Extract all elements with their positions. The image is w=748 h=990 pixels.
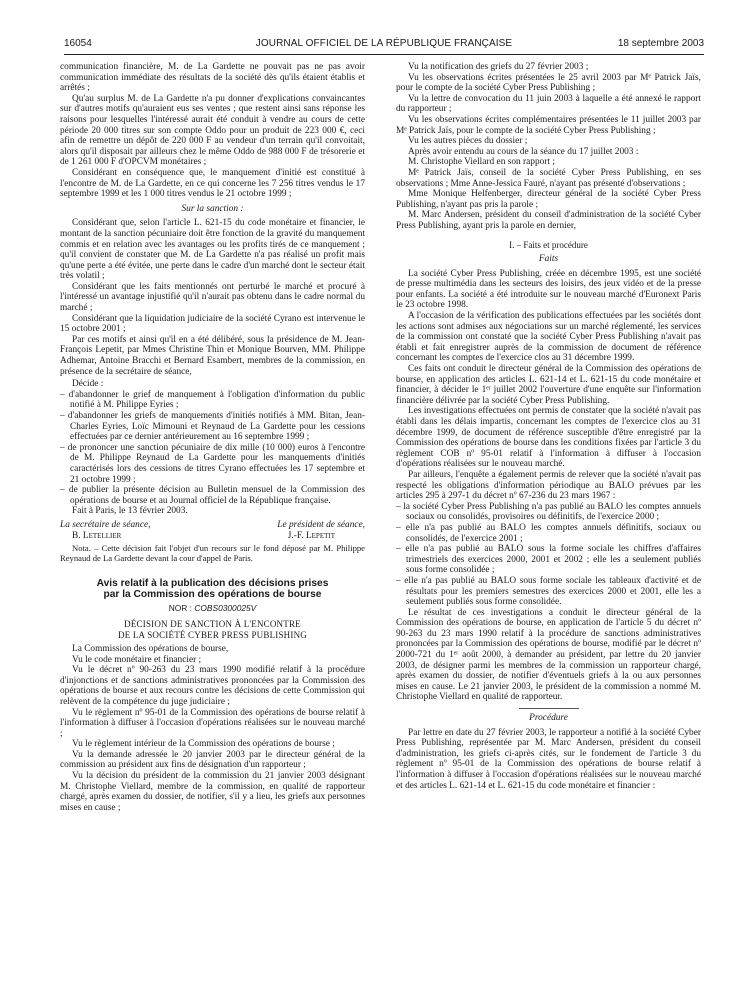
section-heading-sanction: Sur la sanction : [181,203,244,214]
page-number: 16054 [64,38,92,49]
visa: Vu les autres pièces du dossier ; [408,136,528,147]
paragraph: Par ailleurs, l'enquête a également permis de relever que la société n'avait pas respecté les obligations d'information périodique au BALO prévues par les articles 295 à 297-1 du décret nº 67-236 du 23 mars 1967 : [396,469,701,502]
visa: Vu le règlement intérieur de la Commission des opérations de bourse ; [72,739,335,750]
paragraph: Le résultat de ces investigations a conduit le directeur général de la Commission des opérations de bourse, en application de l'article 5 du décret nº 90-263 du 23 mars 1990 relatif à la procédure de sanctions administratives prononcées par la Commission des opérations de bourse, modifié par le décret nº 2000-721 du 1ᵉʳ août 2000, à demander au président, par lettre du 20 janvier 2003, de désigner parmi les membres de la commission un rapporteur chargé, après examen du dossier, de notifier d'éventuels griefs à la ou aux personnes mises en cause. Le 21 janvier 2003, le président de la commission a nommé M. Christophe Viellard en qualité de rapporteur. [396,607,701,703]
paragraph: communication financière, M. de La Gardette ne pouvait pas ne pas avoir communication immédiate des résultats de la société dès qu'ils étaient établis et arrêtés ; [60,62,365,94]
subsection-heading-procedure: Procédure [529,713,568,724]
section-heading-faits-procedure: I. – Faits et procédure [509,239,588,250]
visa: Vu les observations écrites présentées le 25 avril 2003 par Mᵉ Patrick Jaïs, pour le compte de la société Cyber Press Publishing ; [396,72,701,94]
journal-title: JOURNAL OFFICIEL DE LA RÉPUBLIQUE FRANÇAISE [255,38,513,49]
paragraph: Par lettre en date du 27 février 2003, le rapporteur a notifié à la société Cyber Press Publishing, représentée par M. Marc Andersen, président du conseil d'administration, les griefs ci-après cités, sur le fondement de l'article 3 du règlement nº 95-01 de la Commission des opérations de bourse relatif à l'information à diffuser à l'occasion d'opérations réalisées sur le nouveau marché et des articles L. 621-14 et L. 621-15 du code monétaire et financier : [396,727,701,791]
hearing-item: Mᵉ Patrick Jaïs, conseil de la société Cyber Press Publishing, en ses observations ; Mme Anne-Jessica Fauré, n'ayant pas présenté d'observations ; [396,167,701,189]
paragraph: Considérant que les faits mentionnés ont perturbé le marché et procuré à l'intéressé un avantage injustifié qu'il n'aurait pas obtenu dans le cadre normal du marché ; [60,281,365,314]
nor-label: NOR : [168,602,195,613]
balo-item: – elle n'a pas publié au BALO les comptes annuels définitifs, sociaux ou consolidés, de l'exercice 2001 ; [396,522,701,544]
visa: Vu la notification des griefs du 27 février 2003 ; [408,62,589,72]
avis-title-line1: Avis relatif à la publication des décisions prises [96,577,329,589]
nota: Nota. – Cette décision fait l'objet d'un recours sur le fond déposé par M. Philippe Reynaud de La Gardette devant la cour d'appel de Paris. [60,543,365,563]
decision-item: – de publier la présente décision au Bulletin mensuel de la Commission des opérations de bourse et au Journal officiel de la République française. [60,485,365,506]
paragraph: La société Cyber Press Publishing, créée en décembre 1995, est une société de presse multimédia dans les secteurs des loisirs, des jeux vidéo et de la presse pour enfants. La société a été introduite sur le nouveau marché d'Euronext Paris le 23 octobre 1998. [396,268,701,311]
visa: Vu le code monétaire et financier ; [72,654,202,665]
avis-title-line2: par la Commission des opérations de bourse [103,589,322,601]
hearing-intro: Après avoir entendu au cours de la séance du 17 juillet 2003 : [408,146,639,157]
hearing-item: Mme Monique Helfenberger, directeur général de la société Cyber Press Publishing, n'ayant pas pris la parole ; [396,189,701,210]
balo-list [396,502,701,608]
president-title: Le président de séance, [277,519,365,530]
paragraph: A l'occasion de la vérification des publications effectuées par les sociétés dont les actions sont admises aux négociations sur un marché réglementé, les services de la commission ont constaté que la société Cyber Press Publishing n'avait pas établi et fait enregistrer auprès de la commission de document de référence concernant les comptes de l'exercice clos au 31 décembre 1999. [396,311,701,364]
decide-heading: Décide : [72,379,104,390]
signature-names [60,531,365,542]
paragraph: Ces faits ont conduit le directeur général de la Commission des opérations de bourse, en application des articles L. 621-14 et L. 621-15 du code monétaire et financier, à décider le 1ᵉʳ juillet 2002 l'ouverture d'une enquête sur l'information financière délivrée par la société Cyber Press Publishing. [396,364,701,406]
balo-item: – elle n'a pas publié au BALO sous forme sociale les tableaux d'activité et de résultats pour les premiers semestres des exercices 2000 et 2001, elle les a seulement publiés sous forme consolidée. [396,575,701,608]
visa: Vu la demande adressée le 20 janvier 2003 par le directeur général de la commission au président aux fins de désignation d'un rapporteur ; [60,749,365,771]
paragraph: Considérant en conséquence que, le manquement d'initié est constitué à l'encontre de M. de La Gardette, en ce qui concerne les 7 256 titres vendus le 17 septembre 1999 et les 1 000 titres vendus le 21 octobre 1999 ; [60,167,365,200]
hearing-item: M. Christophe Viellard en son rapport ; [408,157,555,168]
visa: Vu la décision du président de la commission du 21 janvier 2003 désignant M. Christophe Viellard, membre de la commission, en qualité de rapporteur chargé, après examen du dossier, de notifier, s'il y a lieu, les griefs aux personnes mises en cause ; [60,771,365,813]
signature-titles [60,520,365,531]
visa: Vu la lettre de convocation du 11 juin 2003 à laquelle a été annexé le rapport du rapporteur ; [396,93,701,115]
nor-code: COBS0300025V [194,602,257,613]
visa: Vu le décret nº 90-263 du 23 mars 1990 modifié relatif à la procédure d'injonctions et de sanctions administratives prononcées par la Commission des opérations de bourse et aux recours contre les décisions de cette Commission qui relèvent de la compétence du juge judiciaire ; [60,665,365,707]
balo-item: – elle n'a pas publié au BALO sous la forme sociale les chiffres d'affaires trimestriels des exercices 2000, 2001 et 2002 ; elle les a seulement publiés sous forme consolidée ; [396,544,701,576]
page-header [64,38,704,52]
decision-item: – de prononcer une sanction pécuniaire de dix mille (10 000) euros à l'encontre de M. Philippe Reynaud de La Gardette pour les manquements d'initiés caractérisés lors des cessions de titres Cyrano effectuées les 17 septembre et 21 octobre 1999 ; [60,442,365,485]
subsection-heading-faits: Faits [538,254,559,265]
header-rule [64,54,704,55]
secretary-name: B. Letellier [72,530,122,541]
separator [519,708,579,709]
paragraph: Considérant que la liquidation judiciaire de la société Cyrano est intervenue le 15 octobre 2001 ; [60,313,365,335]
decision-title [60,619,365,640]
nor-reference [60,603,365,614]
secretary-title: La secrétaire de séance, [60,519,151,530]
paragraph: Par ces motifs et ainsi qu'il en a été délibéré, sous la présidence de M. Jean-François Lepetit, par Mmes Christine Thin et Monique Bourven, MM. Philippe Adhemar, Antoine Bracchi et Bernard Esambert, membres de la commission, en présence de la secrétaire de séance, [60,334,365,377]
decision-list [60,390,365,507]
left-column [60,62,365,813]
visa: Vu les observations écrites complémentaires présentées le 11 juillet 2003 par Mᵉ Patrick Jaïs, pour le compte de la société Cyber Press Publishing ; [396,114,701,136]
avis-title [60,578,365,601]
paragraph: Considérant que, selon l'article L. 621-15 du code monétaire et financier, le montant de la sanction pécuniaire doit être fonction de la gravité du manquement commis et en relation avec les avantages ou les profits tirés de ce manquement ; qu'il convient de constater que M. de La Gardette n'a pas réalisé un profit mais qu'une perte a été évitée, une perte dans le cadre d'un marché dont le secteur était très volatil ; [60,218,365,282]
president-name: J.-F. Lepetit [287,530,335,541]
visa: La Commission des opérations de bourse, [72,643,229,654]
decision-title-line2: DE LA SOCIÉTÉ CYBER PRESS PUBLISHING [118,629,307,640]
hearing-item: M. Marc Andersen, président du conseil d'administration de la société Cyber Press Publishing, ayant pris la parole en dernier, [396,210,701,231]
decision-title-line1: DÉCISION DE SANCTION À L'ENCONTRE [124,619,301,630]
balo-item: – la société Cyber Press Publishing n'a pas publié au BALO les comptes annuels sociaux ou consolidés, provisoires ou définitifs, de l'exercice 2000 ; [396,501,701,523]
decision-item: – d'abandonner les griefs de manquements d'initiés notifiés à MM. Bitan, Jean-Charles Eyries, Loïc Mimouni et Reynaud de La Gardette pour les cessions effectuées par ce dernier antérieurement au 16 septembre 1999 ; [60,411,365,443]
visa: Vu le règlement nº 95-01 de la Commission des opérations de bourse relatif à l'information à diffuser à l'occasion d'opérations réalisées sur le nouveau marché ; [60,707,365,739]
paragraph: Qu'au surplus M. de La Gardette n'a pu donner d'explications convaincantes sur d'autres motifs qu'auraient eus ses ventes ; que restent ainsi sans réponse les raisons pour lesquelles l'intéressé aurait été conduit à vendre au cours de cette période 20 000 titres sur son compte Oddo pour un produit de 223 000 €, ceci afin de remettre un dépôt de 220 000 F au vendeur d'un terrain qu'il convoitait, alors qu'il disposait par ailleurs chez le même Oddo de 988 000 F de trésorerie et de 1 261 000 F d'OPCVM monétaires ; [60,93,365,168]
paragraph: Les investigations effectuées ont permis de constater que la société n'avait pas établi dans les délais impartis, concernant les comptes de l'exercice clos au 31 décembre 1999, de document de référence susceptible d'être enregistré par la Commission des opérations de bourse dans les conditions fixées par l'article 3 du règlement COB nº 95-01 relatif à l'information à diffuser à l'occasion d'opérations réalisées sur le nouveau marché. [396,406,701,470]
decision-item: – d'abandonner le grief de manquement à l'obligation d'information du public notifié à M. Philippe Eyries ; [60,389,365,411]
issue-date: 18 septembre 2003 [617,38,704,49]
signed-date: Fait à Paris, le 13 février 2003. [72,506,188,517]
right-column [396,62,701,791]
